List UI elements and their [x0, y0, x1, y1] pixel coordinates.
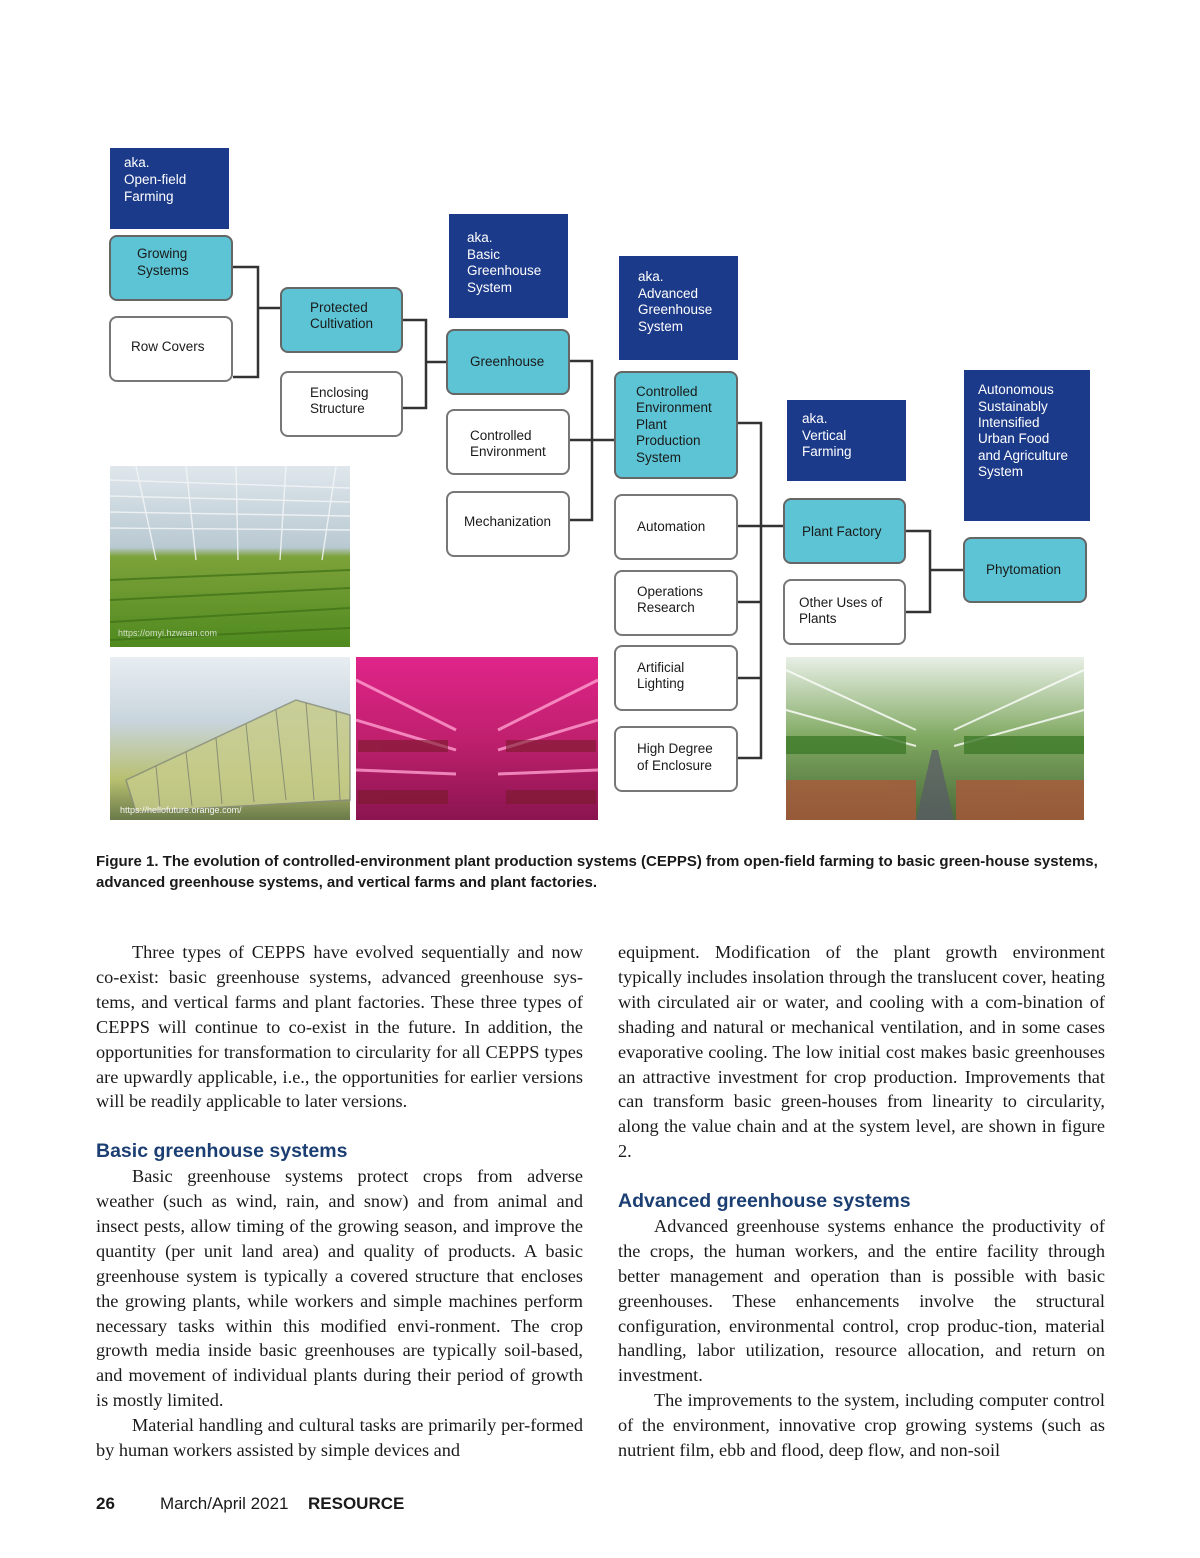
svg-text:Enclosing Structure: Enclosing Structure: [310, 385, 369, 416]
paragraph: equipment. Modification of the plant growth environment typically includes insolation through the translucent cover, heating with circulated air or water, and cooling with a com-bination of shading and natural or mechanical ventilation, and in some cases evaporative cooling. The low initial cost makes basic greenhouses an attractive investment for crop production. Improvements that can transform basic green-houses from linearity to circularity, along the value chain and at the system level, are shown in figure 2.: [618, 942, 1105, 1162]
svg-text:Phytomation: Phytomation: [986, 562, 1062, 577]
paragraph: Advanced greenhouse systems enhance the productivity of the crops, the human workers, and the entire facility through better management and operation than is possible with basic greenhouses. These enhancements involve the structural configuration, environmental control, crop produc-tion, material handling, labor utilization, resource allocation, and return on investment.: [618, 1215, 1105, 1386]
node-operations-research: [615, 571, 737, 635]
svg-text:Controlled Environment: Controlled Environment Plant Production System: [636, 384, 712, 465]
node-artificial-lighting: [615, 646, 737, 710]
aka-box-basic-greenhouse: [449, 214, 568, 318]
svg-text:Growing Systems: Growing Systems: [137, 246, 189, 278]
aka-box-open-field: [110, 148, 229, 229]
issue-date: March/April 2021: [160, 1494, 289, 1513]
photo-credit-2: https://hellofuture.orange.com/: [120, 805, 242, 815]
svg-text:Automation: Automation: [637, 519, 706, 534]
paragraph: Basic greenhouse systems protect crops from adverse weather (such as wind, rain, and snow) and from animal and insect pests, allow timing of the growing season, and improve the quantity (per unit land area) and quality of products. A basic greenhouse system is typically a covered structure that encloses the growing plants, while workers and simple machines perform necessary tasks within this modified envi-ronment. The crop growth media inside basic greenhouses are typically soil-based, and movement of individual plants during their period of growth is mostly limited.: [96, 1166, 583, 1411]
aka-box-asiufas: [964, 370, 1090, 521]
paragraph: The improvements to the system, including computer control of the environment, innovative crop growing systems (such as nutrient film, ebb and flood, deep flow, and non-soil: [618, 1390, 1105, 1461]
node-plant-factory: [784, 499, 905, 563]
svg-text:Artificial Lighting: Artificial Lighting: [637, 660, 685, 691]
svg-text:Autonomous Sustainably: Autonomous Sustainably Intensified Urban Food and Agriculture System: [978, 382, 1069, 479]
section-heading-advanced-greenhouse: Advanced greenhouse systems: [618, 1190, 911, 1213]
svg-text:Operations Research: Operations Research: [637, 584, 704, 615]
svg-text:aka. Vertical Farm: aka. Vertical Farming: [802, 411, 852, 459]
node-controlled-environment: [447, 410, 569, 474]
svg-text:Plant Factory: Plant Factory: [802, 524, 882, 539]
photo-plant-factory: [786, 657, 1084, 820]
svg-text:aka. Basic Greenho: aka. Basic Greenhouse System: [467, 230, 542, 295]
svg-text:Other Uses of Plants: Other Uses of Plants: [799, 595, 883, 626]
node-phytomation: [964, 538, 1086, 602]
svg-text:High Degree of Enclosure: High Degree of Enclosure: [637, 741, 713, 773]
paragraph: Material handling and cultural tasks are primarily per-formed by human workers assisted by simple devices and: [96, 1415, 583, 1461]
paragraph: Three types of CEPPS have evolved sequentially and now co-exist: basic greenhouse systems, advanced greenhouse sys-tems, and vertical farms and plant factories. These three types of CEPPS will continue to co-exist in the future. In addition, the opportunities for transformation to circularity for all CEPPS types are upwardly applicable, i.e., the opportunities for earlier versions will be readily applicable to later versions.: [96, 942, 583, 1112]
photo-credit-1: https://omyi.hzwaan.com: [118, 628, 218, 638]
aka-box-advanced-greenhouse: [619, 256, 738, 360]
svg-text:aka. Advanced Gree: aka. Advanced Greenhouse System: [638, 269, 713, 334]
page-number: 26: [96, 1494, 115, 1513]
node-mechanization: [447, 492, 569, 556]
cepps-evolution-figure: [96, 140, 1096, 830]
node-enclosing-structure: [281, 372, 402, 436]
magazine-name: RESOURCE: [308, 1494, 405, 1513]
photo-led-vertical-farm: [356, 657, 598, 820]
node-protected-cultivation: [281, 288, 402, 352]
left-column: [96, 940, 583, 1463]
svg-text:Controlled Environment: Controlled Environment: [470, 428, 546, 459]
section-heading-basic-greenhouse: Basic greenhouse systems: [96, 1140, 348, 1163]
node-growing-systems: [110, 236, 232, 300]
node-greenhouse: [447, 330, 569, 394]
node-cepps: [615, 372, 737, 478]
svg-text:Protected Cultivation: Protected Cultivation: [310, 300, 374, 331]
photo-greenhouse-interior: [110, 466, 350, 647]
svg-text:aka. Open-field Fa: aka. Open-field Farming: [124, 155, 187, 204]
aka-box-vertical-farming: [787, 400, 906, 481]
node-high-degree-enclosure: [615, 727, 737, 791]
figure-caption: Figure 1. The evolution of controlled-environment plant production systems (CEPPS) from open-field farming to basic green-house systems, advanced greenhouse systems, and vertical farms and plant factories.: [96, 853, 1098, 891]
node-row-covers: [110, 317, 232, 381]
svg-text:Row Covers: Row Covers: [131, 339, 205, 354]
svg-text:Greenhouse: Greenhouse: [470, 354, 545, 369]
svg-text:Mechanization: Mechanization: [464, 514, 552, 529]
node-automation: [615, 495, 737, 559]
photo-greenhouse-exterior: [110, 657, 350, 820]
right-column: [618, 940, 1105, 1463]
node-other-uses-of-plants: [784, 580, 905, 644]
